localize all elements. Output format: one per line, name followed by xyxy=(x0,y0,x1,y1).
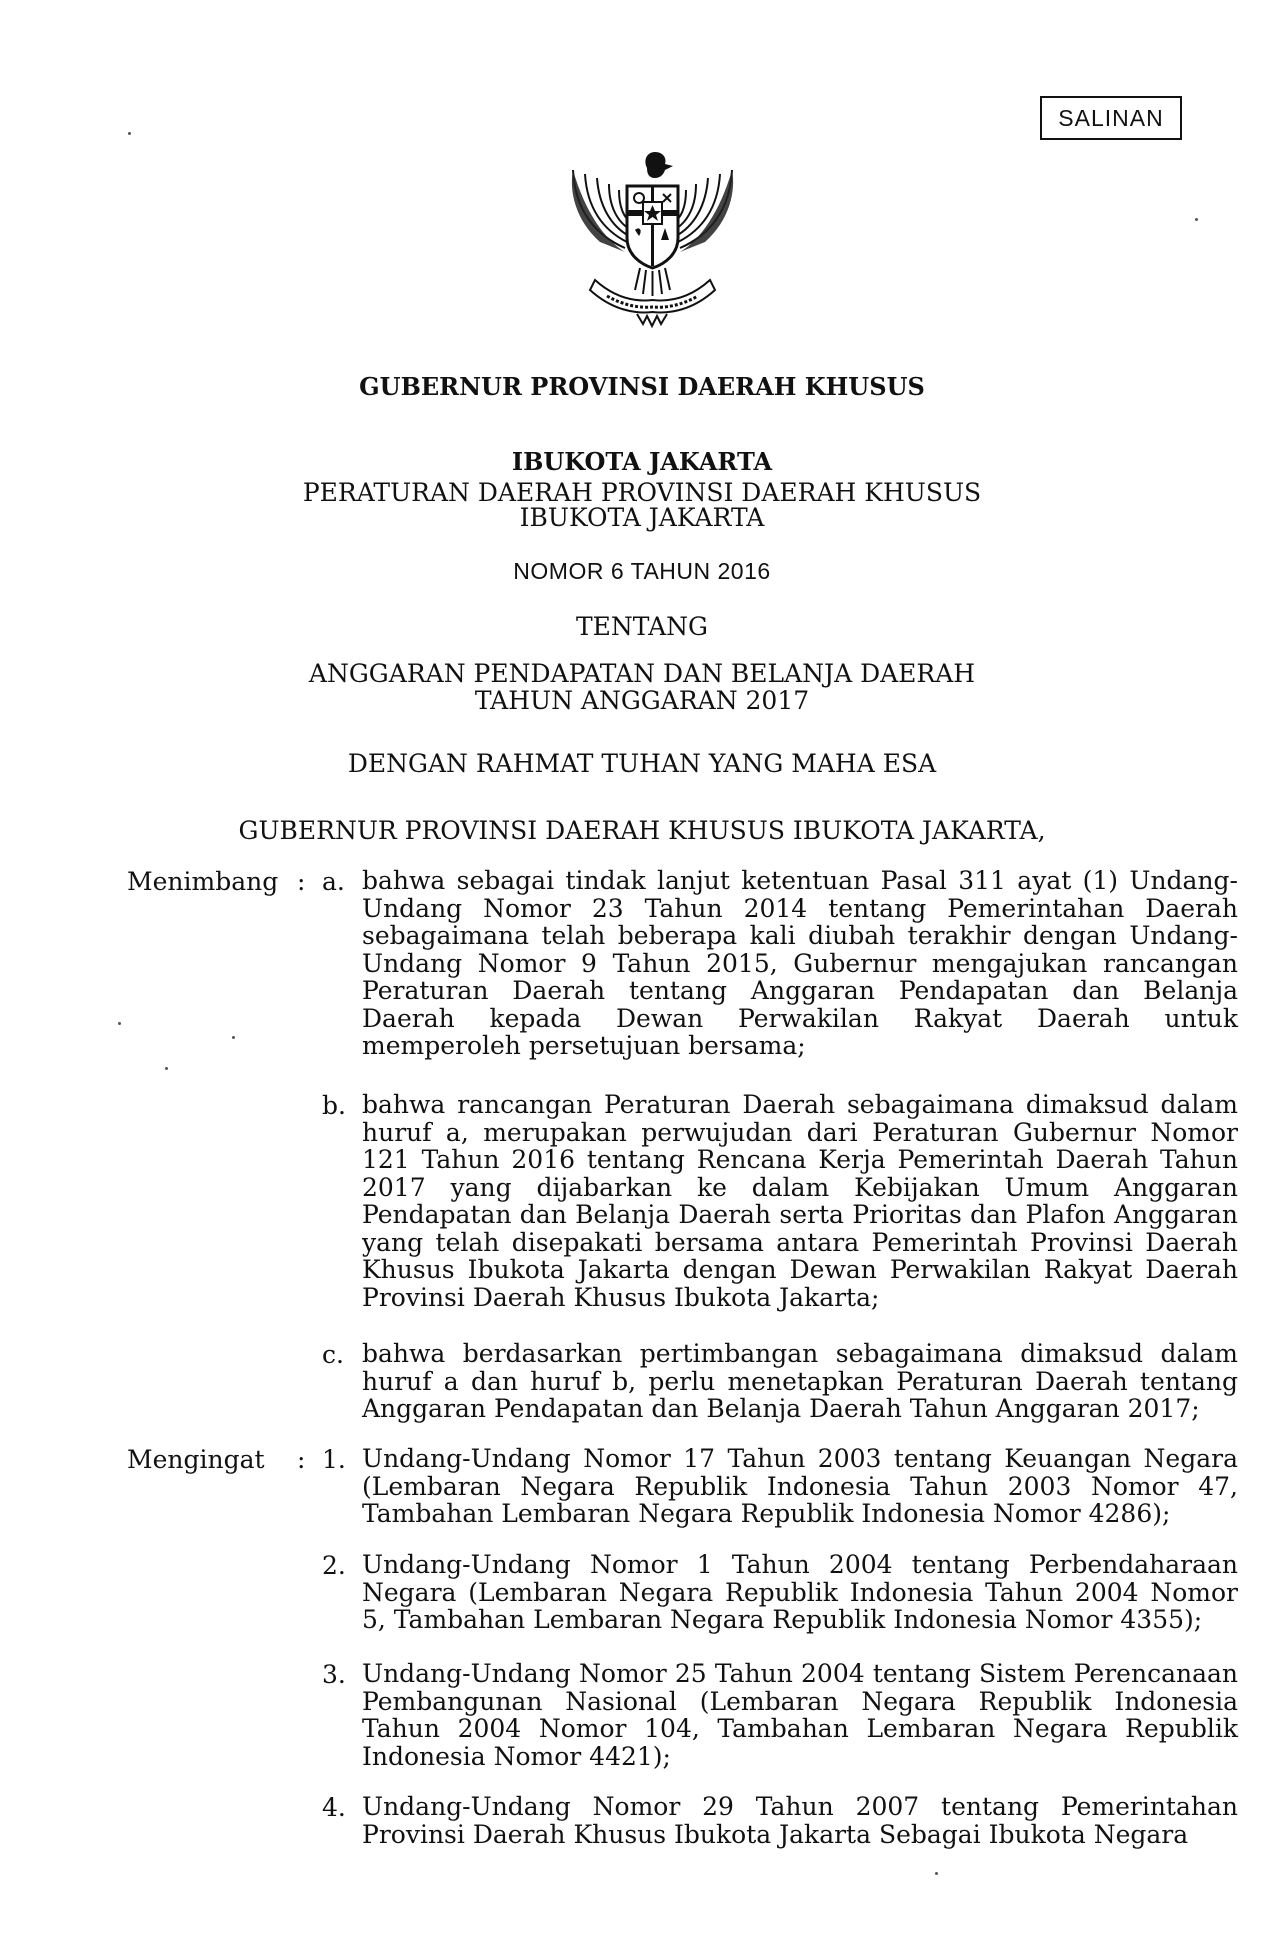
scan-speck xyxy=(118,1022,121,1025)
mengingat-item-1: Undang-Undang Nomor 17 Tahun 2003 tentang Keuangan Negara (Lembaran Negara Republik Indonesia Tahun 2003 Nomor 47, Tambahan Lembaran Negara Republik Indonesia Nomor 4286); xyxy=(362,1444,1238,1528)
regulation-number: NOMOR 6 TAHUN 2016 xyxy=(513,558,771,584)
governor-line: GUBERNUR PROVINSI DAERAH KHUSUS IBUKOTA JAKARTA, xyxy=(238,816,1046,845)
salinan-stamp: SALINAN xyxy=(1040,96,1182,140)
menimbang-marker-c: c. xyxy=(322,1340,344,1369)
scan-speck xyxy=(232,1036,235,1039)
menimbang-item-c: bahwa berdasarkan pertimbangan sebagaimana dimaksud dalam huruf a dan huruf b, perlu menetapkan Peraturan Daerah tentang Anggaran Pendapatan dan Belanja Daerah Tahun Anggaran 2017; xyxy=(362,1339,1238,1423)
menimbang-item-a: bahwa sebagai tindak lanjut ketentuan Pasal 311 ayat (1) Undang-Undang Nomor 23 Tahun 2014 tentang Pemerintahan Daerah sebagaimana telah beberapa kali diubah terakhir dengan Undang-Undang Nomor 9 Tahun 2015, Gubernur mengajukan rancangan Peraturan Daerah tentang Anggaran Pendapatan dan Belanja Daerah kepada Dewan Perwakilan Rakyat Daerah untuk memperoleh persetujuan bersama; xyxy=(362,866,1238,1060)
mengingat-label: Mengingat xyxy=(127,1445,265,1474)
scan-speck xyxy=(128,132,131,135)
menimbang-colon: : xyxy=(297,867,306,896)
mengingat-colon: : xyxy=(297,1445,306,1474)
scan-speck xyxy=(165,1067,168,1070)
mengingat-marker-3: 3. xyxy=(322,1660,346,1689)
mengingat-marker-2: 2. xyxy=(322,1551,346,1580)
menimbang-marker-a: a. xyxy=(322,867,345,896)
menimbang-item-b: bahwa rancangan Peraturan Daerah sebagaimana dimaksud dalam huruf a, merupakan perwujudan dari Peraturan Gubernur Nomor 121 Tahun 2016 tentang Rencana Kerja Pemerintah Daerah Tahun 2017 yang dijabarkan ke dalam Kebijakan Umum Anggaran Pendapatan dan Belanja Daerah serta Prioritas dan Plafon Anggaran yang telah disepakati bersama antara Pemerintah Provinsi Daerah Khusus Ibukota Jakarta dengan Dewan Perwakilan Rakyat Daerah Provinsi Daerah Khusus Ibukota Jakarta; xyxy=(362,1090,1238,1312)
garuda-emblem-icon xyxy=(555,130,750,330)
blessing-line: DENGAN RAHMAT TUHAN YANG MAHA ESA xyxy=(347,749,937,778)
subject-line2: TAHUN ANGGARAN 2017 xyxy=(474,686,810,715)
scan-speck xyxy=(935,1872,938,1875)
scan-speck xyxy=(1195,218,1198,221)
menimbang-marker-b: b. xyxy=(322,1091,346,1120)
mengingat-item-4: Undang-Undang Nomor 29 Tahun 2007 tentang Pemerintahan Provinsi Daerah Khusus Ibukota Jakarta Sebagai Ibukota Negara xyxy=(362,1792,1238,1849)
mengingat-item-2: Undang-Undang Nomor 1 Tahun 2004 tentang Perbendaharaan Negara (Lembaran Negara Republik Indonesia Tahun 2004 Nomor 5, Tambahan Lembaran Negara Republik Indonesia Nomor 4355); xyxy=(362,1550,1238,1634)
regulation-title-line2: IBUKOTA JAKARTA xyxy=(519,503,765,532)
about-label: TENTANG xyxy=(575,612,708,641)
mengingat-item-3: Undang-Undang Nomor 25 Tahun 2004 tentang Sistem Perencanaan Pembangunan Nasional (Lembaran Negara Republik Indonesia Tahun 2004 Nomor 104, Tambahan Lembaran Negara Republik Indonesia Nomor 4421); xyxy=(362,1659,1238,1771)
header-title-line2: IBUKOTA JAKARTA xyxy=(511,447,773,476)
mengingat-marker-4: 4. xyxy=(322,1793,346,1822)
header-title-line1: GUBERNUR PROVINSI DAERAH KHUSUS xyxy=(359,372,925,401)
subject-line1: ANGGARAN PENDAPATAN DAN BELANJA DAERAH xyxy=(308,659,976,688)
menimbang-label: Menimbang xyxy=(127,867,279,896)
regulation-title-line1: PERATURAN DAERAH PROVINSI DAERAH KHUSUS xyxy=(302,478,982,507)
mengingat-marker-1: 1. xyxy=(322,1445,346,1474)
